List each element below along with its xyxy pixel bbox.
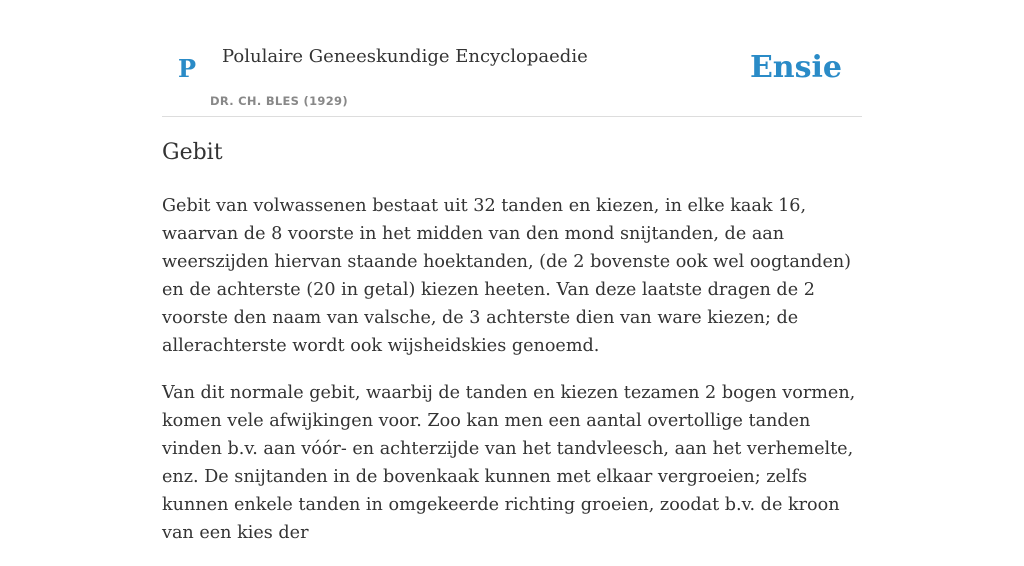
- page-container: [162, 0, 862, 543]
- book-logo-icon[interactable]: P: [178, 54, 197, 83]
- entry-paragraph: Gebit van volwassenen bestaat uit 32 tanden en kiezen, in elke kaak 16, waarvan de 8 voorste in het midden van den mond snijtanden, de aan weerszijden hiervan staande hoektanden, (de 2 bovenste ook wel oogtanden) en de achterste (20 in getal) kiezen heeten. Van deze laatste dragen de 2 voorste den naam van valsche, de 3 achterste dien van ware kiezen; de allerachterste wordt ook wijsheidskies genoemd.: [162, 196, 852, 356]
- ensie-logo-link[interactable]: Ensie: [749, 50, 842, 85]
- entry-body: [162, 192, 862, 566]
- entry-title: Gebit: [162, 140, 223, 165]
- author-label: DR. CH. BLES (1929): [210, 94, 348, 108]
- header: [162, 0, 862, 117]
- book-title-link[interactable]: Polulaire Geneeskundige Encyclopaedie: [222, 46, 588, 67]
- entry-paragraph: Van dit normale gebit, waarbij de tanden en kiezen tezamen 2 bogen vormen, komen vele afwijkingen voor. Zoo kan men een aantal overtollige tanden vinden b.v. aan vóór- en achterzijde van het tandvleesch, aan het verhemelte, enz. De snijtanden in de bovenkaak kunnen met elkaar vergroeien; zelfs kunnen enkele tanden in omgekeerde richting groeien, zoodat b.v. de kroon van een kies der: [162, 383, 856, 543]
